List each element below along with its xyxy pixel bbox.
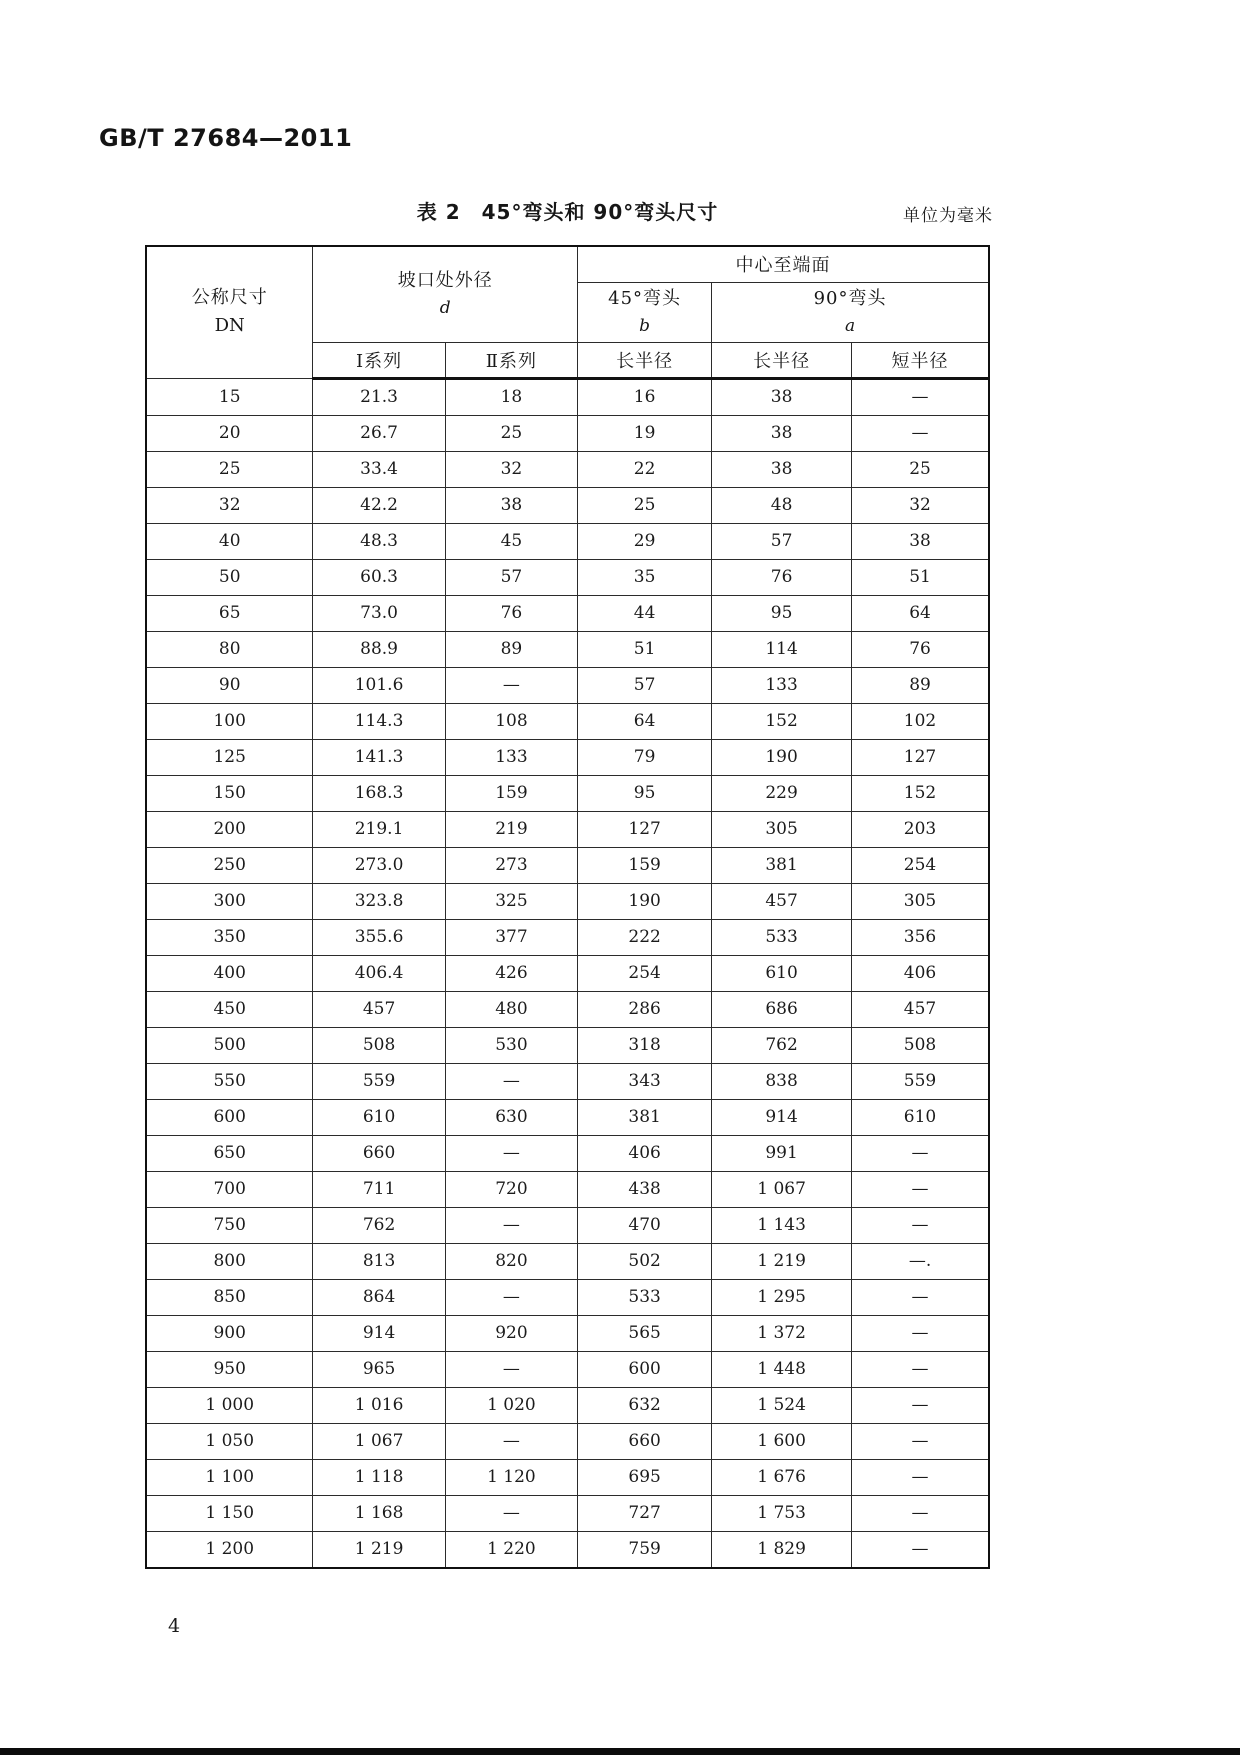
cell-b-long-radius: 695	[578, 1459, 712, 1495]
cell-a-short-radius: 305	[852, 883, 989, 919]
cell-d-series-1: 33.4	[313, 451, 445, 487]
table-row	[146, 378, 989, 415]
cell-a-short-radius: —	[852, 1171, 989, 1207]
cell-a-long-radius: 457	[712, 883, 852, 919]
table-row	[146, 451, 989, 487]
cell-d-series-1: 559	[313, 1063, 445, 1099]
cell-a-short-radius: —	[852, 415, 989, 451]
cell-b-long-radius: 57	[578, 667, 712, 703]
cell-b-long-radius: 318	[578, 1027, 712, 1063]
header-elbow-45	[578, 282, 712, 342]
cell-d-series-2: —	[445, 1135, 577, 1171]
cell-b-long-radius: 16	[578, 378, 712, 415]
cell-a-short-radius: —	[852, 1207, 989, 1243]
header-bevel-od	[313, 246, 578, 342]
cell-d-series-2: 76	[445, 595, 577, 631]
cell-a-long-radius: 1 753	[712, 1495, 852, 1531]
cell-dn: 40	[146, 523, 313, 559]
cell-a-long-radius: 57	[712, 523, 852, 559]
cell-dn: 1 200	[146, 1531, 313, 1568]
cell-a-long-radius: 114	[712, 631, 852, 667]
cell-a-short-radius: 203	[852, 811, 989, 847]
cell-dn: 750	[146, 1207, 313, 1243]
cell-d-series-1: 508	[313, 1027, 445, 1063]
cell-a-long-radius: 229	[712, 775, 852, 811]
cell-dn: 15	[146, 378, 313, 415]
cell-dn: 32	[146, 487, 313, 523]
cell-dn: 650	[146, 1135, 313, 1171]
table-row	[146, 595, 989, 631]
cell-dn: 550	[146, 1063, 313, 1099]
cell-dn: 250	[146, 847, 313, 883]
cell-b-long-radius: 19	[578, 415, 712, 451]
cell-d-series-2: 45	[445, 523, 577, 559]
cell-b-long-radius: 406	[578, 1135, 712, 1171]
header-elbow-90-symbol: a	[844, 315, 856, 336]
cell-d-series-1: 914	[313, 1315, 445, 1351]
cell-a-long-radius: 1 372	[712, 1315, 852, 1351]
cell-d-series-1: 762	[313, 1207, 445, 1243]
cell-dn: 125	[146, 739, 313, 775]
table-row	[146, 991, 989, 1027]
cell-a-short-radius: —.	[852, 1243, 989, 1279]
cell-dn: 1 000	[146, 1387, 313, 1423]
table-row	[146, 1459, 989, 1495]
cell-dn: 200	[146, 811, 313, 847]
cell-b-long-radius: 470	[578, 1207, 712, 1243]
cell-b-long-radius: 533	[578, 1279, 712, 1315]
cell-d-series-1: 406.4	[313, 955, 445, 991]
cell-d-series-2: —	[445, 1495, 577, 1531]
cell-b-long-radius: 502	[578, 1243, 712, 1279]
cell-d-series-2: 25	[445, 415, 577, 451]
cell-d-series-2: 1 120	[445, 1459, 577, 1495]
cell-a-long-radius: 991	[712, 1135, 852, 1171]
cell-b-long-radius: 35	[578, 559, 712, 595]
table-row	[146, 1207, 989, 1243]
cell-a-long-radius: 1 448	[712, 1351, 852, 1387]
table-row	[146, 955, 989, 991]
cell-a-short-radius: 89	[852, 667, 989, 703]
cell-dn: 1 150	[146, 1495, 313, 1531]
cell-b-long-radius: 190	[578, 883, 712, 919]
cell-b-long-radius: 660	[578, 1423, 712, 1459]
cell-a-short-radius: —	[852, 1135, 989, 1171]
cell-dn: 1 100	[146, 1459, 313, 1495]
cell-b-long-radius: 127	[578, 811, 712, 847]
cell-a-long-radius: 1 219	[712, 1243, 852, 1279]
cell-d-series-2: 530	[445, 1027, 577, 1063]
cell-b-long-radius: 565	[578, 1315, 712, 1351]
table-row	[146, 847, 989, 883]
cell-d-series-2: 133	[445, 739, 577, 775]
cell-dn: 900	[146, 1315, 313, 1351]
header-bevel-od-symbol: d	[439, 298, 451, 319]
header-elbow-90-label: 90°弯头	[813, 287, 887, 309]
cell-dn: 90	[146, 667, 313, 703]
cell-a-short-radius: —	[852, 378, 989, 415]
cell-d-series-1: 60.3	[313, 559, 445, 595]
header-center-to-end: 中心至端面	[578, 246, 989, 282]
cell-a-short-radius: —	[852, 1315, 989, 1351]
cell-d-series-2: —	[445, 1207, 577, 1243]
cell-dn: 65	[146, 595, 313, 631]
table-row	[146, 1063, 989, 1099]
cell-b-long-radius: 95	[578, 775, 712, 811]
cell-dn: 500	[146, 1027, 313, 1063]
cell-d-series-1: 660	[313, 1135, 445, 1171]
cell-a-long-radius: 914	[712, 1099, 852, 1135]
standard-code: GB/T 27684—2011	[99, 124, 353, 152]
cell-d-series-1: 813	[313, 1243, 445, 1279]
cell-dn: 950	[146, 1351, 313, 1387]
cell-d-series-2: 38	[445, 487, 577, 523]
cell-a-long-radius: 381	[712, 847, 852, 883]
cell-d-series-2: 18	[445, 378, 577, 415]
cell-d-series-2: 89	[445, 631, 577, 667]
table-row	[146, 1099, 989, 1135]
cell-b-long-radius: 25	[578, 487, 712, 523]
cell-d-series-1: 21.3	[313, 378, 445, 415]
cell-dn: 1 050	[146, 1423, 313, 1459]
cell-d-series-2: 108	[445, 703, 577, 739]
table-row	[146, 1423, 989, 1459]
cell-d-series-1: 864	[313, 1279, 445, 1315]
cell-dn: 50	[146, 559, 313, 595]
cell-d-series-1: 457	[313, 991, 445, 1027]
cell-a-short-radius: 32	[852, 487, 989, 523]
cell-d-series-1: 42.2	[313, 487, 445, 523]
cell-d-series-2: —	[445, 1279, 577, 1315]
table-row	[146, 523, 989, 559]
header-long-radius-45: 长半径	[578, 342, 712, 378]
cell-a-short-radius: 457	[852, 991, 989, 1027]
cell-b-long-radius: 600	[578, 1351, 712, 1387]
cell-a-long-radius: 1 524	[712, 1387, 852, 1423]
cell-b-long-radius: 44	[578, 595, 712, 631]
cell-d-series-2: 426	[445, 955, 577, 991]
cell-d-series-1: 1 168	[313, 1495, 445, 1531]
cell-d-series-1: 101.6	[313, 667, 445, 703]
cell-a-short-radius: 559	[852, 1063, 989, 1099]
cell-d-series-1: 168.3	[313, 775, 445, 811]
cell-d-series-1: 114.3	[313, 703, 445, 739]
header-nominal-size-code: DN	[214, 315, 245, 337]
cell-a-long-radius: 838	[712, 1063, 852, 1099]
cell-dn: 300	[146, 883, 313, 919]
cell-a-long-radius: 95	[712, 595, 852, 631]
table-row	[146, 1243, 989, 1279]
cell-d-series-1: 711	[313, 1171, 445, 1207]
cell-d-series-2: —	[445, 1063, 577, 1099]
cell-d-series-2: 325	[445, 883, 577, 919]
table-row	[146, 1495, 989, 1531]
header-series-1: Ⅰ系列	[313, 342, 445, 378]
cell-a-short-radius: 508	[852, 1027, 989, 1063]
scan-edge-artifact	[0, 1748, 1240, 1755]
cell-b-long-radius: 254	[578, 955, 712, 991]
cell-a-short-radius: 254	[852, 847, 989, 883]
cell-d-series-1: 26.7	[313, 415, 445, 451]
cell-d-series-1: 323.8	[313, 883, 445, 919]
cell-d-series-1: 1 118	[313, 1459, 445, 1495]
cell-d-series-2: 480	[445, 991, 577, 1027]
cell-a-long-radius: 190	[712, 739, 852, 775]
cell-dn: 450	[146, 991, 313, 1027]
table-row	[146, 631, 989, 667]
table-row	[146, 1027, 989, 1063]
cell-a-short-radius: —	[852, 1351, 989, 1387]
cell-d-series-2: 273	[445, 847, 577, 883]
cell-a-long-radius: 533	[712, 919, 852, 955]
table-container	[145, 245, 990, 1569]
header-nominal-size	[146, 246, 313, 378]
cell-a-short-radius: —	[852, 1459, 989, 1495]
header-short-radius-90: 短半径	[852, 342, 989, 378]
cell-b-long-radius: 29	[578, 523, 712, 559]
table-row	[146, 667, 989, 703]
cell-d-series-2: 1 220	[445, 1531, 577, 1568]
cell-d-series-1: 355.6	[313, 919, 445, 955]
table-row	[146, 811, 989, 847]
table-row	[146, 559, 989, 595]
cell-d-series-1: 1 219	[313, 1531, 445, 1568]
table-row	[146, 1531, 989, 1568]
header-series-2: Ⅱ系列	[445, 342, 577, 378]
cell-dn: 850	[146, 1279, 313, 1315]
cell-b-long-radius: 632	[578, 1387, 712, 1423]
header-elbow-45-symbol: b	[639, 315, 651, 336]
table-row	[146, 1351, 989, 1387]
cell-a-long-radius: 610	[712, 955, 852, 991]
header-long-radius-90: 长半径	[712, 342, 852, 378]
cell-a-long-radius: 152	[712, 703, 852, 739]
cell-a-long-radius: 1 143	[712, 1207, 852, 1243]
table-body	[146, 378, 989, 1568]
table-row	[146, 415, 989, 451]
cell-dn: 150	[146, 775, 313, 811]
table-row	[146, 883, 989, 919]
unit-note: 单位为毫米	[903, 206, 993, 226]
header-nominal-size-label: 公称尺寸	[191, 287, 268, 309]
cell-d-series-1: 141.3	[313, 739, 445, 775]
cell-a-long-radius: 305	[712, 811, 852, 847]
table-row	[146, 1171, 989, 1207]
cell-d-series-2: 159	[445, 775, 577, 811]
cell-d-series-1: 273.0	[313, 847, 445, 883]
cell-dn: 800	[146, 1243, 313, 1279]
cell-d-series-1: 48.3	[313, 523, 445, 559]
table-row	[146, 1279, 989, 1315]
cell-d-series-1: 610	[313, 1099, 445, 1135]
cell-a-long-radius: 1 067	[712, 1171, 852, 1207]
cell-d-series-2: —	[445, 1351, 577, 1387]
cell-d-series-1: 219.1	[313, 811, 445, 847]
cell-d-series-1: 1 067	[313, 1423, 445, 1459]
cell-a-short-radius: 51	[852, 559, 989, 595]
cell-a-short-radius: 25	[852, 451, 989, 487]
cell-d-series-2: 720	[445, 1171, 577, 1207]
header-elbow-45-label: 45°弯头	[608, 287, 682, 309]
cell-a-long-radius: 38	[712, 378, 852, 415]
cell-dn: 20	[146, 415, 313, 451]
cell-a-long-radius: 133	[712, 667, 852, 703]
table-title: 表 2 45°弯头和 90°弯头尺寸	[416, 200, 719, 224]
cell-a-short-radius: —	[852, 1387, 989, 1423]
cell-a-long-radius: 1 600	[712, 1423, 852, 1459]
cell-d-series-1: 88.9	[313, 631, 445, 667]
table-row	[146, 1135, 989, 1171]
cell-b-long-radius: 381	[578, 1099, 712, 1135]
cell-a-short-radius: 406	[852, 955, 989, 991]
cell-dn: 100	[146, 703, 313, 739]
cell-b-long-radius: 343	[578, 1063, 712, 1099]
cell-b-long-radius: 79	[578, 739, 712, 775]
cell-d-series-2: 219	[445, 811, 577, 847]
table-row	[146, 1387, 989, 1423]
table-row	[146, 919, 989, 955]
cell-a-long-radius: 686	[712, 991, 852, 1027]
cell-d-series-1: 1 016	[313, 1387, 445, 1423]
cell-d-series-2: —	[445, 667, 577, 703]
cell-a-long-radius: 48	[712, 487, 852, 523]
table-row	[146, 1315, 989, 1351]
cell-a-short-radius: 64	[852, 595, 989, 631]
cell-a-short-radius: —	[852, 1531, 989, 1568]
table-row	[146, 487, 989, 523]
cell-b-long-radius: 51	[578, 631, 712, 667]
cell-a-short-radius: 356	[852, 919, 989, 955]
cell-dn: 600	[146, 1099, 313, 1135]
cell-a-short-radius: 38	[852, 523, 989, 559]
cell-a-long-radius: 1 676	[712, 1459, 852, 1495]
header-bevel-od-label: 坡口处外径	[397, 270, 493, 292]
cell-dn: 700	[146, 1171, 313, 1207]
cell-a-short-radius: 610	[852, 1099, 989, 1135]
cell-b-long-radius: 286	[578, 991, 712, 1027]
cell-a-short-radius: 152	[852, 775, 989, 811]
cell-d-series-2: 57	[445, 559, 577, 595]
cell-d-series-2: 920	[445, 1315, 577, 1351]
cell-b-long-radius: 22	[578, 451, 712, 487]
cell-b-long-radius: 727	[578, 1495, 712, 1531]
cell-a-short-radius: —	[852, 1495, 989, 1531]
cell-dn: 400	[146, 955, 313, 991]
cell-dn: 80	[146, 631, 313, 667]
page-number: 4	[168, 1615, 181, 1637]
cell-b-long-radius: 759	[578, 1531, 712, 1568]
cell-d-series-2: 630	[445, 1099, 577, 1135]
cell-b-long-radius: 159	[578, 847, 712, 883]
table-row	[146, 739, 989, 775]
table-header	[146, 246, 989, 378]
cell-a-long-radius: 38	[712, 451, 852, 487]
cell-a-short-radius: —	[852, 1279, 989, 1315]
cell-a-short-radius: —	[852, 1423, 989, 1459]
cell-d-series-2: 820	[445, 1243, 577, 1279]
cell-dn: 350	[146, 919, 313, 955]
cell-a-long-radius: 1 829	[712, 1531, 852, 1568]
cell-a-long-radius: 1 295	[712, 1279, 852, 1315]
cell-d-series-2: 377	[445, 919, 577, 955]
table-row	[146, 775, 989, 811]
cell-a-long-radius: 38	[712, 415, 852, 451]
cell-b-long-radius: 438	[578, 1171, 712, 1207]
cell-d-series-2: 1 020	[445, 1387, 577, 1423]
header-elbow-90	[712, 282, 989, 342]
cell-a-long-radius: 762	[712, 1027, 852, 1063]
cell-dn: 25	[146, 451, 313, 487]
table-row	[146, 703, 989, 739]
cell-a-long-radius: 76	[712, 559, 852, 595]
cell-a-short-radius: 76	[852, 631, 989, 667]
cell-d-series-2: 32	[445, 451, 577, 487]
cell-a-short-radius: 127	[852, 739, 989, 775]
cell-b-long-radius: 64	[578, 703, 712, 739]
cell-d-series-1: 73.0	[313, 595, 445, 631]
cell-d-series-1: 965	[313, 1351, 445, 1387]
cell-d-series-2: —	[445, 1423, 577, 1459]
elbow-dimensions-table	[145, 245, 990, 1569]
cell-a-short-radius: 102	[852, 703, 989, 739]
cell-b-long-radius: 222	[578, 919, 712, 955]
